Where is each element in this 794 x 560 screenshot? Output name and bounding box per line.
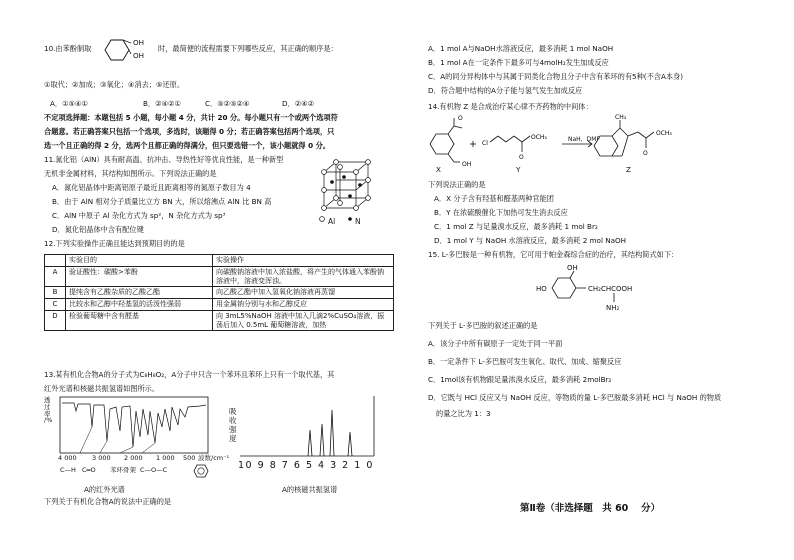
nmr-ticks: 10 9 8 7 6 5 4 3 2 1 0 [238, 460, 374, 471]
table-row: A 验证酸性：碳酸>苯酚 向碳酸钠溶液中加入浓盐酸，将产生的气体通入苯酚钠溶液中，溶液变浑浊。 [45, 266, 394, 287]
q13-stem-line-2: 红外光谱和核磁共振氢谱如图所示。 [44, 384, 160, 393]
table-header-row: 实验目的 实验操作 [45, 255, 394, 267]
l-dopa-side-chain: CH₂CHCOOH [588, 285, 633, 293]
q13-stem-line-1: 13.某有机化合物A的分子式为C₈H₈O₂，A分子中只含一个苯环且苯环上只有一个取代基，其 [44, 370, 335, 379]
q14-option-c: C．1 mol Z 与足量溴水反应，最多消耗 1 mol Br₂ [434, 222, 598, 231]
q13-option-c: C．A的同分异构体中与其属于同类化合物且分子中含有苯环的有5种(不含A本身) [428, 72, 684, 81]
svg-text:O: O [519, 154, 524, 161]
q15-question: 下列关于 L-多巴胺的叙述正确的是 [428, 321, 538, 330]
q14-option-a: A．X 分子含有羟基和醛基两种官能团 [434, 194, 554, 203]
ir-tick-2000: 2 000 [124, 454, 143, 462]
svg-text:OCH₃: OCH₃ [531, 134, 547, 141]
section-2-title: 第Ⅱ卷（非选择题 共 60 分） [520, 503, 661, 514]
q10-option-a: A．①⑤④① [50, 99, 88, 108]
table-row: D 检验葡萄糖中含有醛基 向 3mL5%NaOH 溶液中加入几滴2%CuSO₄溶液，振荡后加入 0.5mL 葡萄糖溶液，加热 [45, 310, 394, 331]
section-note-line-3: 选一个且正确的得 2 分，选两个且都正确的得满分，但只要选错一个，该小题就得 0 分。 [44, 141, 330, 150]
q13-option-a: A．1 mol A与NaOH水溶液反应，最多消耗 1 mol NaOH [428, 44, 614, 53]
l-dopa-amine: NH₂ [606, 304, 620, 312]
aln-crystal-structure [318, 158, 378, 224]
q10-hydroxyl-top: OH [133, 38, 145, 47]
svg-text:O: O [643, 150, 648, 157]
l-dopa-hydroxyl-left: HO [536, 285, 547, 293]
q14-label-y: Y [516, 165, 521, 174]
ir-annotation-coc: C—O—C [140, 466, 168, 474]
q10-stem-prefix: 10.由苯酚制取 [44, 44, 92, 53]
q14-label-z: Z [626, 165, 631, 174]
ir-axis-unit: 波数/cm⁻¹ [198, 454, 230, 462]
q14-reaction-scheme [428, 114, 698, 174]
q10-stem-suffix: 时，最简便的流程需要下列哪些反应，其正确的顺序是： [158, 44, 338, 53]
q15-option-b: B．一定条件下 L-多巴胺可发生氧化、取代、加成、缩聚反应 [428, 357, 622, 366]
q11-option-d: D．氮化铝晶体中含有配位键 [52, 225, 144, 234]
q10-option-c: C．⑤②⑤②④ [205, 99, 250, 108]
q13-option-d: D．符合题中结构的A分子能与氢气发生加成反应 [428, 86, 583, 95]
q12-stem: 12.下列实验操作正确且能达到预期目的的是 [44, 239, 185, 248]
q13-question: 下列关于有机化合物A的说法中正确的是 [44, 497, 172, 506]
q10-steps: ①取代；②加成；③氧化；④消去；⑤还原。 [44, 80, 185, 89]
benzene-ring-icon [193, 463, 209, 479]
svg-text:O: O [458, 115, 463, 122]
table-row: C 比较水和乙醇中羟基氢的活泼性强弱 用金属钠分别与水和乙醇反应 [45, 299, 394, 311]
nmr-caption: A的核磁共振氢谱 [282, 485, 338, 494]
q10-hydroxyl-bottom: OH [133, 51, 145, 60]
q14-stem: 14.有机物 Z 是合成治疗某心律不齐药物的中间体： [428, 102, 593, 111]
q10-option-d: D．②④② [282, 99, 315, 108]
q11-option-b: B．由于 AlN 相对分子质量比立方 BN 大，所以熔沸点 AlN 比 BN 高 [52, 197, 272, 206]
q10-option-b: B．②④②① [143, 99, 181, 108]
nmr-ylabel: 吸 收 强 度 [229, 407, 237, 443]
svg-text:OH: OH [462, 161, 472, 168]
ir-ylabel: 透 过 率 /% [44, 396, 53, 425]
q14-label-x: X [436, 165, 441, 174]
nmr-spectrum [240, 396, 376, 458]
q15-option-d: D．它既与 HCl 反应又与 NaOH 反应，等物质的量 L-多巴胺最多消耗 HCl 与 NaOH 的物质 [428, 393, 722, 402]
l-dopa-structure [540, 268, 590, 308]
svg-text:Cl: Cl [482, 140, 488, 147]
svg-text:CH₃: CH₃ [615, 114, 627, 121]
q14-question: 下列说法正确的是 [428, 180, 486, 189]
q11-option-a: A．氮化铝晶体中距离铝原子最近且距离相等的氮原子数目为 4 [52, 183, 251, 192]
ir-tick-4000: 4 000 [58, 454, 77, 462]
q14-reagent: NaH，DMF [568, 136, 600, 143]
q11-stem-line-1: 11.氮化铝（AlN）具有耐高温、抗冲击、导热性好等优良性能，是一种新型 [44, 155, 284, 164]
ir-caption: A的红外光谱 [84, 485, 125, 494]
q15-option-d-continued: 的量之比为 1：3 [436, 409, 491, 418]
l-dopa-hydroxyl-top: OH [567, 264, 578, 272]
ir-annotation-ch: C—H [60, 466, 76, 474]
ir-spectrum [60, 397, 210, 455]
l-dopa-amine-bond [612, 293, 616, 303]
svg-text:OCH₃: OCH₃ [656, 130, 672, 137]
ir-annotation-ring: 苯环骨架 [110, 466, 136, 474]
section-note-line-1: 不定项选择题：本题包括 5 小题，每小题 4 分，共计 20 分。每小题只有一个或两个选项符 [44, 113, 338, 122]
q14-option-d: D．1 mol Y 与 NaOH 水溶液反应，最多消耗 2 mol NaOH [434, 236, 627, 245]
q12-table [44, 254, 394, 331]
legend-al-label: Al [328, 217, 336, 226]
q11-option-c: C．AlN 中原子 Al 杂化方式为 sp²，N 杂化方式为 sp³ [52, 211, 226, 220]
q15-option-a: A．该分子中所有碳原子一定处于同一平面 [428, 339, 563, 348]
q11-stem-line-2: 无机非金属材料，其结构如图所示。下列说法正确的是 [44, 169, 217, 178]
q13-option-b: B．1 mol A在一定条件下最多可与4molH₂发生加成反应 [428, 58, 609, 67]
ir-annotation-co: C═O [82, 466, 96, 474]
q15-stem: 15. L-多巴胺是一种有机物，它可用于帕金森综合症的治疗，其结构简式如下： [428, 250, 679, 259]
table-row: B 提纯含有乙酸杂质的乙酸乙酯 向乙酸乙酯中加入氢氧化钠溶液再蒸馏 [45, 287, 394, 299]
q14-option-b: B．Y 在浓硫酸催化下加热可发生消去反应 [434, 208, 568, 217]
q15-option-c: C．1mol该有机物跟足量浓溴水反应，最多消耗 2molBr₂ [428, 375, 612, 384]
section-note-line-2: 合题意。若正确答案只包括一个选项，多选时，该题得 0 分；若正确答案包括两个选项，只 [44, 127, 335, 136]
ir-tick-500: 500 [183, 454, 196, 462]
ir-tick-3000: 3 000 [92, 454, 111, 462]
ir-tick-1000: 1 000 [156, 454, 175, 462]
legend-n-label: N [355, 217, 361, 226]
